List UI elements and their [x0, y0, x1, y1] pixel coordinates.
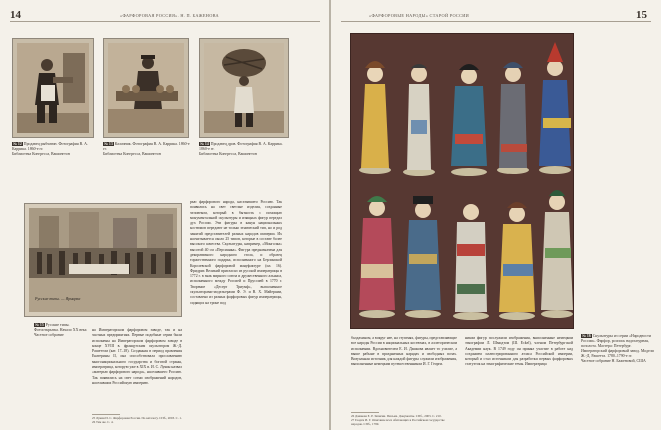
footnote-rule	[92, 414, 120, 415]
body-text-column-2: рью фарфорового народа, населявшего Россию. Так появились на свет светлые изделия, созданные человеком, который в бытность с помощью монументальной скульптуры и изящных фигур передал дух России. Эти фигуры в канун национальных костюмов передают не только этнический тип, но и род занятий представителей разных народов империи. Их насчитывается около 25 типов, которые в составе более высокого качества. Скульптуры, например, «Монголка» высотой 40 см «Персиянка». Фигура предназначена для декоративного народного стола, и образец торжественного подарка, исполненного на Берлинской Королевской фарфоровой мануфактуре (ил. 16). Фридрих Великий пригласил из русской императрицы в 1772 г. в знак мирного союза и дружественного альянса, исполненного между Россией и Пруссией в 1770 г. Творение «Десерт Триумф», выполненное скульпторами-модельерами Ф. Э. и В. Х. Майерами, составлено из разных фарфоровых фигур императрицы, сидящих на троне под	[190, 200, 282, 305]
header-rule	[10, 21, 320, 22]
body-text-column-right-1: балдахином, а вокруг нее, на ступенях, фигуры, представляющие все народы России в национальных костюмах, в аллегорическом исполнении. Вдохновителем Е. И. Дашкова являет то усилие, а выше рабыне в праздничных нарядах и свободных позах. Визуальная источник для каждой фигуры служили изображения, выполненные немецким путешественником И. Г. Георги.	[351, 336, 457, 367]
left-page	[0, 0, 329, 430]
running-head-left: «ФАРФОРОВАЯ РОССИЯ». Н. П. БАЖЕНОВА	[120, 13, 219, 18]
photo-fish-seller	[12, 38, 94, 138]
caption-13: № 13 Калачник. Фотография В. А. Каррика. 1860-е гг. Библиотека Конгресса, Вашингтон	[103, 142, 190, 156]
figurine-2	[403, 64, 435, 176]
page-number-right: 15	[636, 9, 647, 21]
page-number-left: 14	[10, 9, 21, 21]
figurine-6	[359, 196, 395, 318]
footnote-rule	[351, 412, 379, 413]
figurine-8	[453, 204, 489, 320]
porcelain-figurines-photo	[350, 33, 574, 329]
caption-12: № 12 Продавец рыбчатин. Фотография В. А. Каррика. 1860-е гг. Библиотека Конгресса, Вашингтон	[12, 142, 88, 156]
header-rule	[341, 21, 651, 22]
figurine-9	[499, 202, 535, 320]
running-head-right: «ФАРФОРОВЫЕ НАРОДЫ» СТАРОЙ РОССИИ	[369, 13, 470, 18]
caption-16: № 16 Скульптуры из серии «Народности России». Фарфор, роспись надглазурная, позолота. Мастера: Петербург. Императорский фарфоровый завод. Модели Ж.-Д. Рашетта. 1780–1790-е гг. Частное собрание Н. Баженовой, США	[581, 334, 654, 363]
figurine-3	[451, 64, 487, 176]
caption-15: № 15 Русские типы. Фотооткрытка. Начало XX века Частное собрание	[34, 323, 87, 337]
footnotes-left: 25 Лукин И. С. Фарфоровая Россия. По каталогу. СПб., 2003. С. 1. 26 Там же. С. 4.	[92, 416, 182, 425]
photo-postcard-market	[24, 203, 182, 317]
figurine-1	[359, 61, 391, 174]
figurine-4	[497, 62, 529, 174]
footnotes-right: 26 Дашкова Е. Р. Записки. Письма. Документы. СПб., 2003. С. 210. 27 Георги И. Г. Описание всех обитающих в Российском государстве народов. СПб., 1799.	[351, 414, 445, 427]
body-text-column-1: на Императорском фарфоровом заводе, так и на частных предприятиях. Первые подобные серии были исполнены на Императорском фарфоровом заводе в конце XVIII в. французским скульптором Ж.-Д. Рашеттом (кат. 17–18). Созданная в период правления Екатерины II, она способствовала прославлению многонационального государства и богатой страны, императрица, которую уже в XIX в. И. С. Лукин назвал «матерью фарфорового народа», населявшего Россию. Так появились на свет сотни изображений народов, населявших Российскую империю.	[92, 328, 182, 385]
caption-14: № 14 Продавец дров. Фотография В. А. Каррика. 1860-е гг. Библиотека Конгресса, Вашингтон	[199, 142, 283, 156]
right-page	[331, 0, 661, 430]
photo-kalach-seller	[103, 38, 189, 138]
figurine-7	[405, 196, 441, 318]
photo-firewood-seller	[199, 38, 289, 138]
figurine-10	[541, 190, 573, 318]
body-text-column-right-2: ником фигур послужили изображения, выполненные немецким этнографом Л. Шмидтом (Ш. Eckel), членом Петербургской Академии наук. В 1749 году он принял участие в работе над созданием иллюстрированного атласа Российской империи, который и стал источником для разработки первых фарфоровых статуэток на этнографические темы. Императрица	[465, 336, 573, 367]
figurine-5	[539, 42, 571, 174]
photo-inscription: Русские типы. — Ярмарка	[35, 296, 81, 301]
